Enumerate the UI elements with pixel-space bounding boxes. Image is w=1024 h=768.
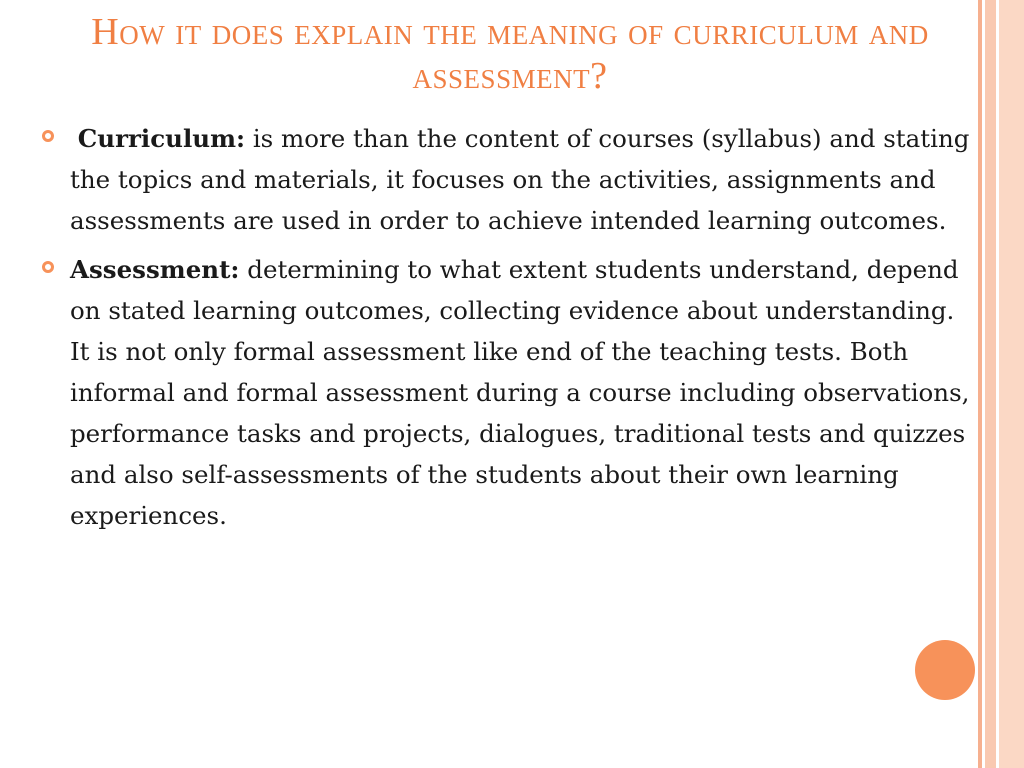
bullet-text [70, 249, 970, 536]
bullet-assessment [40, 249, 970, 536]
bullet-text [70, 118, 970, 241]
right-stripe-decoration [978, 0, 1024, 768]
bullet-term: Assessment: [70, 255, 240, 284]
hollow-circle-bullet-icon [42, 261, 54, 273]
stripe-light [999, 0, 1024, 768]
slide-content [40, 118, 970, 544]
orange-circle-decoration [915, 640, 975, 700]
bullet-body: is more than the content of courses (syllabus) and stating the topics and materials, it focuses on the activities, assignments and assessments are used in order to achieve intended learning outcomes. [70, 124, 970, 235]
stripe-mid [985, 0, 996, 768]
slide-title: How it does explain the meaning of curriculum and assessment? [91, 11, 929, 97]
bullet-curriculum [40, 118, 970, 241]
bullet-term: Curriculum: [77, 124, 246, 153]
hollow-circle-bullet-icon [42, 130, 54, 142]
bullet-body: determining to what extent students understand, depend on stated learning outcomes, collecting evidence about understanding. It is not only formal assessment like end of the teaching tests. Both informal and formal assessment during a course including observations, performance tasks and projects, dialogues, traditional tests and quizzes and also self-assessments of the students about their own learning experiences. [70, 255, 970, 530]
